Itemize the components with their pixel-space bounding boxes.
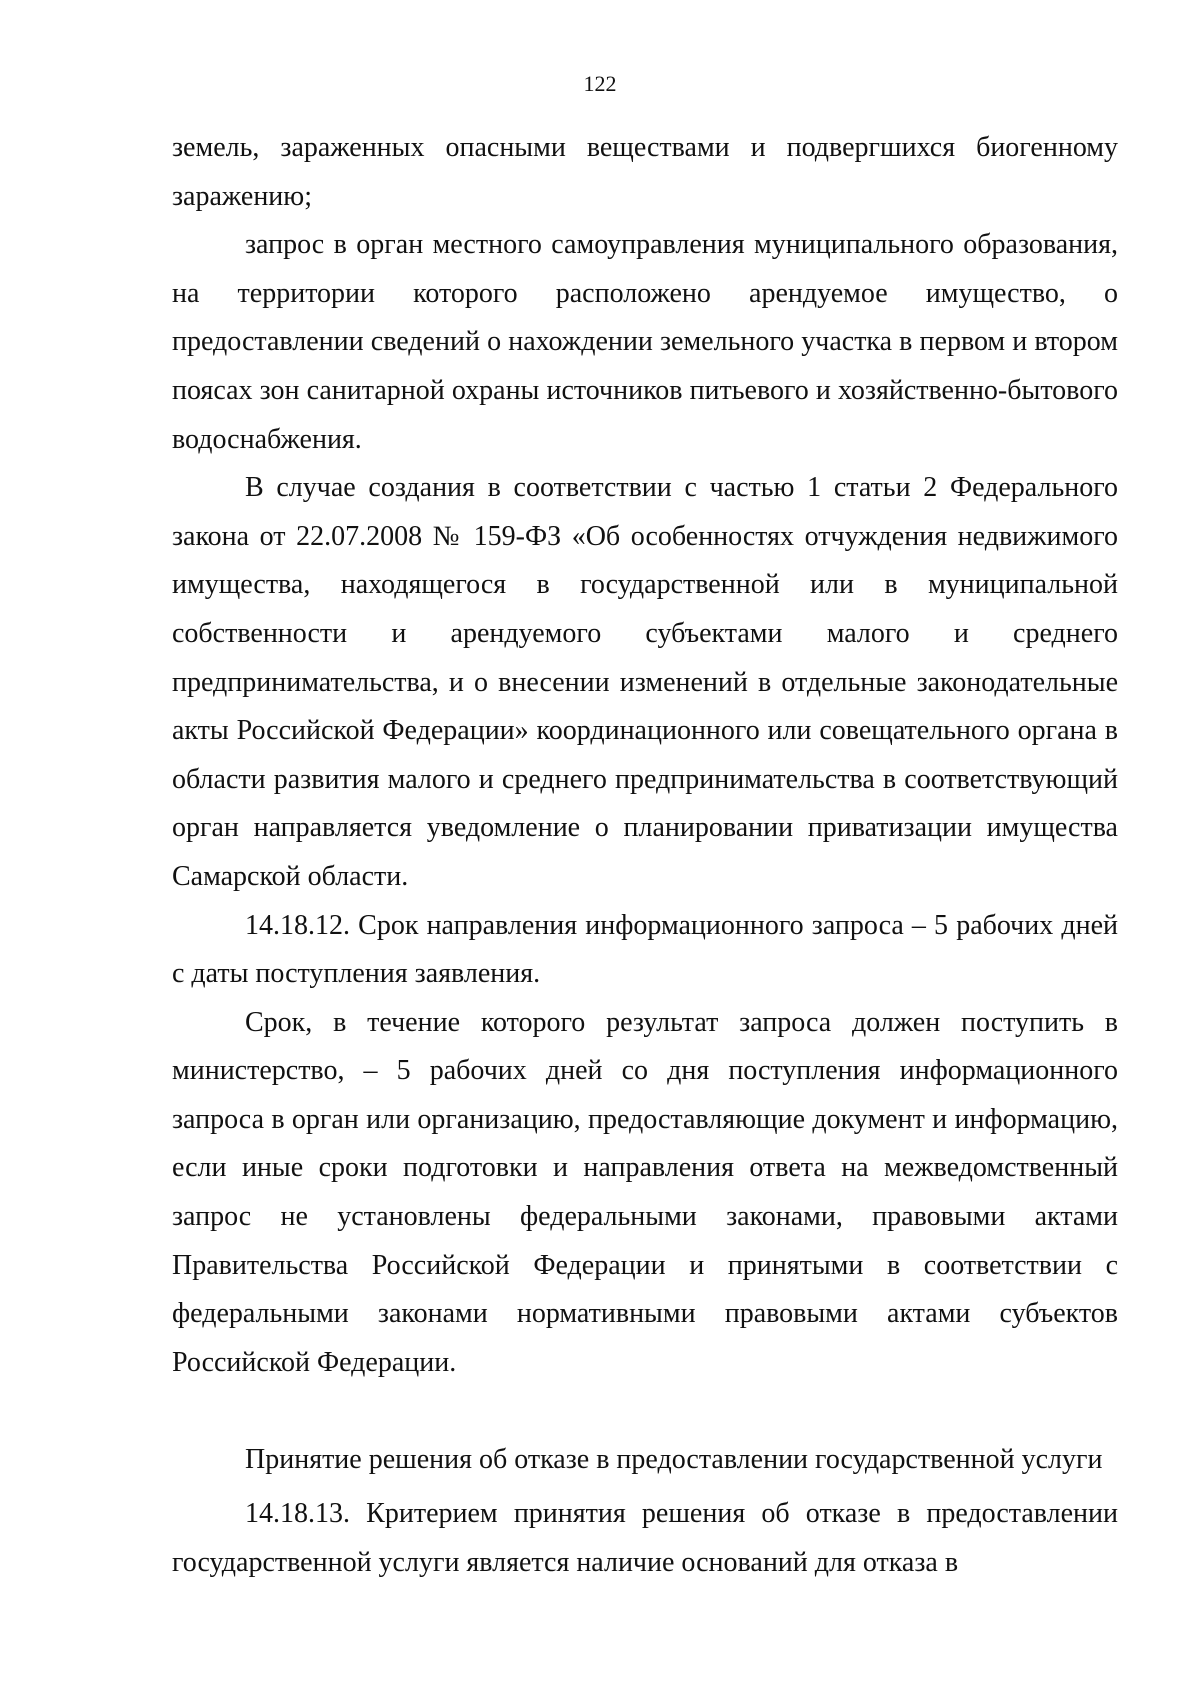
- page-number: 122: [583, 71, 617, 96]
- document-body: [172, 124, 1118, 1587]
- section-heading: Принятие решения об отказе в предоставлении государственной услуги: [245, 1444, 1103, 1476]
- paragraph-local-authority-request: запрос в орган местного самоуправления муниципального образования, на территории которого расположено арендуемое имущество, о предоставлении сведений о нахождении земельного участка в первом и втором поясах зон санитарной охраны источников питьевого и хозяйственно-бытового водоснабжения.: [172, 229, 1118, 455]
- paragraph-land-contamination: земель, зараженных опасными веществами и подвергшихся биогенному заражению;: [172, 132, 1118, 212]
- paragraph-refusal-criterion: 14.18.13. Критерием принятия решения об отказе в предоставлении государственной услуги является наличие оснований для отказа в: [172, 1498, 1118, 1578]
- paragraph-federal-law-notice: В случае создания в соответствии с частью 1 статьи 2 Федерального закона от 22.07.2008 № 159-ФЗ «Об особенностях отчуждения недвижимого имущества, находящегося в государственной или в муниципальной собственности и арендуемого субъектами малого и среднего предпринимательства, и о внесении изменений в отдельные законодательные акты Российской Федерации» координационного или совещательного органа в области развития малого и среднего предпринимательства в соответствующий орган направляется уведомление о планировании приватизации имущества Самарской области.: [172, 472, 1118, 892]
- paragraph-response-deadline: Срок, в течение которого результат запроса должен поступить в министерство, – 5 рабочих дней со дня поступления информационного запроса в орган или организацию, предоставляющие документ и информацию, если иные сроки подготовки и направления ответа на межведомственный запрос не установлены федеральными законами, правовыми актами Правительства Российской Федерации и принятыми в соответствии с федеральными законами нормативными правовыми актами субъектов Российской Федерации.: [172, 1006, 1118, 1378]
- paragraph-request-deadline: 14.18.12. Срок направления информационного запроса – 5 рабочих дней с даты поступления заявления.: [172, 909, 1118, 990]
